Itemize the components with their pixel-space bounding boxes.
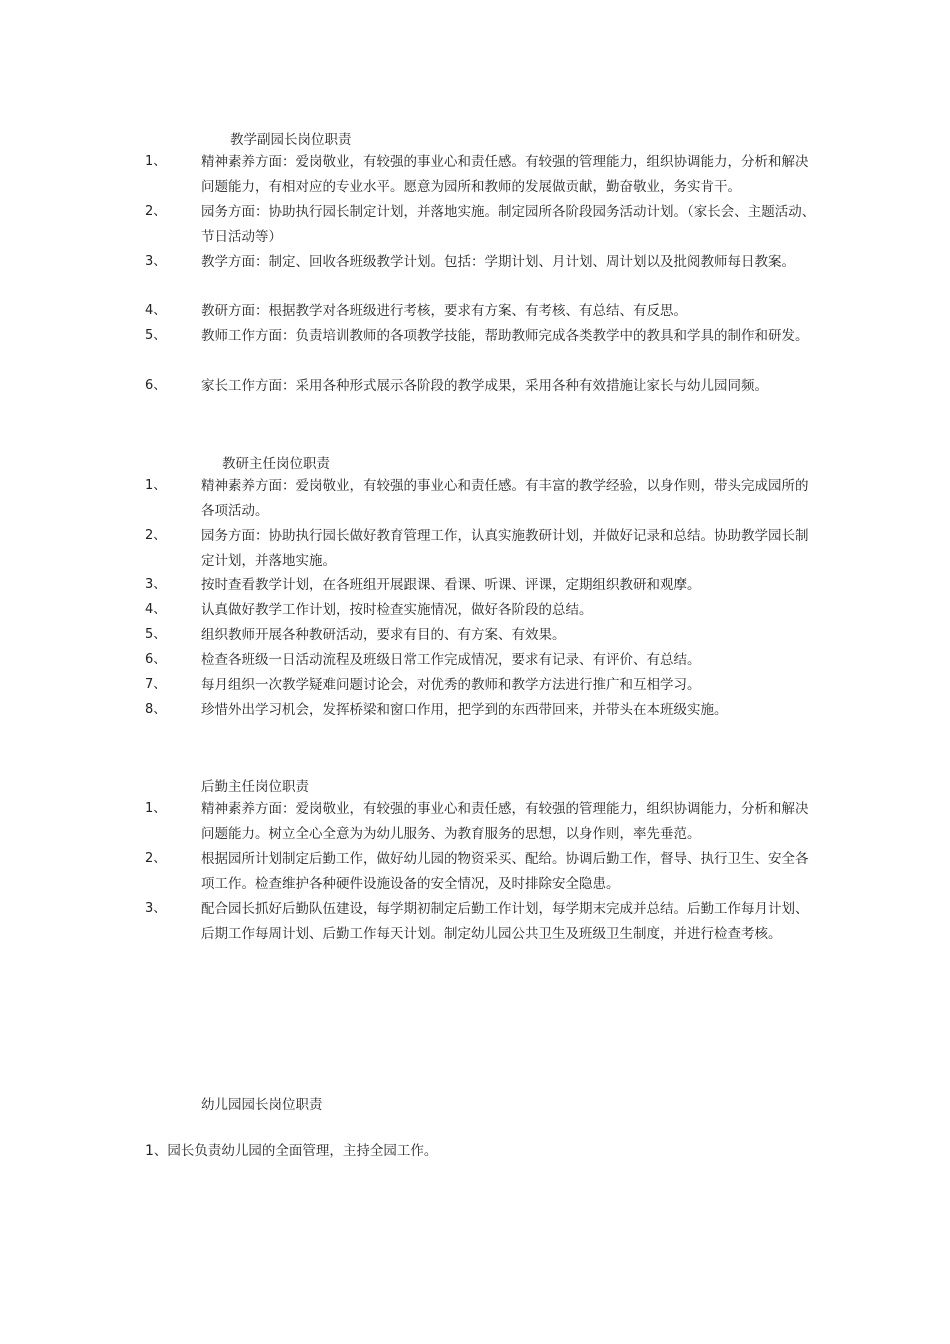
item-number: 6、	[145, 652, 167, 667]
item-text: 教研方面：根据教学对各班级进行考核，要求有方案、有考核、有总结、有反思。	[201, 303, 687, 319]
list-item	[145, 1139, 437, 1159]
item-text: 按时查看教学计划，在各班组开展跟课、看课、听课、评课，定期组织教研和观摩。	[201, 577, 701, 593]
item-text: 教师工作方面：负责培训教师的各项教学技能，帮助教师完成各类教学中的教具和学具的制作和研发。	[201, 328, 809, 344]
item-text: 精神素养方面：爱岗敬业，有较强的事业心和责任感。有较强的管理能力，组织协调能力，分析和解决问题能力，有相对应的专业水平。愿意为园所和教师的发展做贡献，勤奋敬业，务实肯干。	[201, 154, 809, 195]
item-number: 1、	[145, 801, 167, 816]
section-title: 教研主任岗位职责	[222, 456, 330, 472]
item-number: 2、	[145, 204, 167, 219]
item-text: 家长工作方面：采用各种形式展示各阶段的教学成果，采用各种有效措施让家长与幼儿园同频。	[201, 378, 768, 394]
item-number: 2、	[145, 528, 167, 543]
item-text: 园务方面：协助执行园长做好教育管理工作，认真实施教研计划，并做好记录和总结。协助教学园长制定计划，并落地实施。	[201, 528, 809, 569]
item-text: 认真做好教学工作计划，按时检查实施情况，做好各阶段的总结。	[201, 602, 593, 618]
item-text: 精神素养方面：爱岗敬业，有较强的事业心和责任感，有较强的管理能力，组织协调能力，分析和解决问题能力。树立全心全意为为幼儿服务、为教育服务的思想，以身作则，率先垂范。	[201, 801, 809, 842]
item-number: 7、	[145, 677, 167, 692]
item-number: 1	[145, 1143, 154, 1159]
item-number: 3、	[145, 254, 167, 269]
section-title: 幼儿园园长岗位职责	[201, 1097, 323, 1113]
item-number: 5、	[145, 627, 167, 642]
item-text: 教学方面：制定、回收各班级教学计划。包括：学期计划、月计划、周计划以及批阅教师每日教案。	[201, 254, 795, 270]
item-number: 2、	[145, 851, 167, 866]
item-number: 5、	[145, 328, 167, 343]
section-title: 教学副园长岗位职责	[230, 132, 352, 148]
item-number: 1、	[145, 478, 167, 493]
item-text: 组织教师开展各种教研活动，要求有目的、有方案、有效果。	[201, 627, 566, 643]
item-number: 8、	[145, 702, 167, 717]
item-text: 精神素养方面：爱岗敬业，有较强的事业心和责任感。有丰富的教学经验，以身作则，带头完成园所的各项活动。	[201, 478, 809, 519]
item-number: 4、	[145, 303, 167, 318]
item-text: 配合园长抓好后勤队伍建设，每学期初制定后勤工作计划，每学期末完成并总结。后勤工作每月计划、后期工作每周计划、后勤工作每天计划。制定幼儿园公共卫生及班级卫生制度，并进行检查考核。	[201, 901, 809, 942]
section-title: 后勤主任岗位职责	[201, 779, 309, 795]
item-text: 珍惜外出学习机会，发挥桥梁和窗口作用，把学到的东西带回来，并带头在本班级实施。	[201, 702, 728, 718]
item-number: 3、	[145, 901, 167, 916]
item-text: 、园长负责幼儿园的全面管理，主持全园工作。	[153, 1143, 438, 1159]
item-text: 园务方面：协助执行园长制定计划，并落地实施。制定园所各阶段园务活动计划。（家长会、主题活动、节日活动等）	[201, 204, 816, 245]
item-text: 检查各班级一日活动流程及班级日常工作完成情况，要求有记录、有评价、有总结。	[201, 652, 701, 668]
item-number: 4、	[145, 602, 167, 617]
item-number: 6、	[145, 378, 167, 393]
item-text: 根据园所计划制定后勤工作，做好幼儿园的物资采买、配给。协调后勤工作，督导、执行卫生、安全各项工作。检查维护各种硬件设施设备的安全情况，及时排除安全隐患。	[201, 851, 809, 892]
item-number: 3、	[145, 577, 167, 592]
item-text: 每月组织一次教学疑难问题讨论会，对优秀的教师和教学方法进行推广和互相学习。	[201, 677, 701, 693]
item-number: 1、	[145, 154, 167, 169]
